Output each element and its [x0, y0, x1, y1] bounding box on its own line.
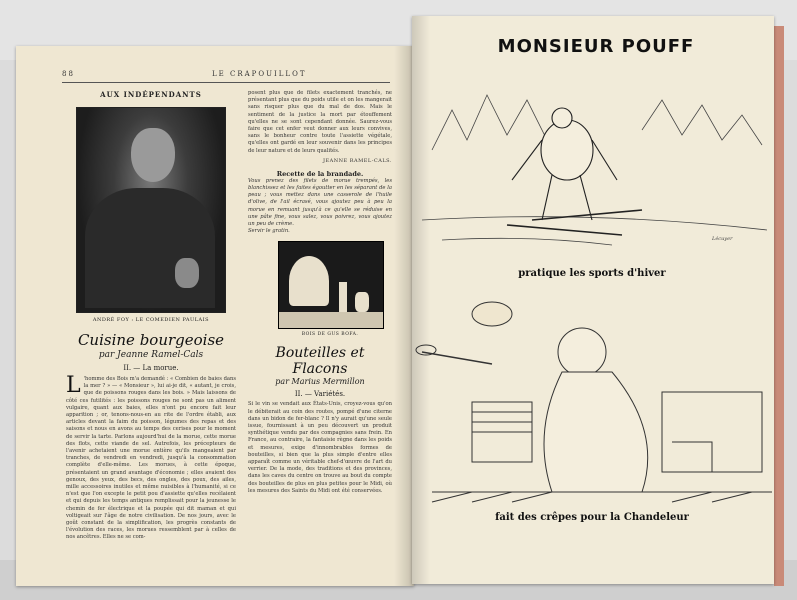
- left-column: [66, 90, 236, 542]
- article-body-text: 'homme des Bois m'a demandé : « Combien de baies dans la mer ? » — « Monsieur », lui ai-je dit, « autant, je crois, que de poissons rouges dans les bois. » Mais laissons de côté ces futilités : les poissons rouges ne sont pas un aliment vulgaire, quant aux baies, elles n'ont pu encore fait leur apparition ; or, tenons-nous-en au rite de l'ordre établi, aux articles devant la faim du poisson, légumes des repas et des saisons et nous en avons au temps des cerises pour le moment de servir la tarte. Parlons aujourd'hui de la morue, cette morue des flots, cette viande de sel. Autrefois, les précepteurs de l'avenir achetaient une morue entière qu'ils mangeaient par tranches, de vendredi en vendredi, jusqu'à la consommation complète d'elle-même. Les morues, à cette époque, présentaient un grand avantage d'économie ; elles avaient des genoux, des yeux, des becs, des ongles, des poux, des ailes, mille accessoires inutiles et même nuisibles à l'humanité, si ce n'est que l'on excepte le petit pou d'assiette qu'elles recélaient et qui depuis les temps antiques remplissait pour la jeunesse le chemin de fer électrique et la poupée qui dit maman et qui voltigeait sur l'âge de notre civilisation. De nos jours, avec le goût constant de la simplification, les progrès constants de l'évolution des races, les morues ressemblent par à celles de nos ancêtres. Elles ne se com-: [66, 376, 236, 541]
- ski-illustration: [412, 70, 774, 270]
- woodcut-illustration: [278, 241, 384, 329]
- woodcut-glass: [355, 292, 369, 312]
- stove-grate: [472, 412, 532, 432]
- frying-pan: [416, 345, 436, 355]
- table: [672, 442, 712, 472]
- photo-figure-body: [85, 188, 215, 308]
- photo-caption: ANDRÉ FOY : LE COMEDIEN PAULAIS: [92, 317, 210, 323]
- article2-title: Bouteilles et Flacons: [275, 345, 365, 378]
- photo-figure-face: [131, 128, 175, 182]
- photo-figure-hand: [175, 258, 199, 288]
- left-page: [16, 46, 414, 586]
- woodcut-caption: BOIS DE GUS BOFA.: [301, 332, 359, 338]
- page-edge: [774, 26, 784, 586]
- article2-section: II. — Variétés.: [294, 390, 346, 399]
- section-heading: AUX INDÉPENDANTS: [100, 90, 202, 99]
- mountain-range-right: [642, 100, 762, 145]
- article-section: II. — La morue.: [123, 364, 179, 372]
- illustrator-signature: Lécuyer: [712, 236, 733, 242]
- ski-caption: pratique les sports d'hiver: [518, 268, 666, 279]
- crepe-illustration: [412, 292, 774, 512]
- recipe-heading: Recette de la brandade.: [276, 169, 364, 178]
- article-byline: par Jeanne Ramel-Cals: [98, 350, 204, 360]
- article2-body: Si le vin se vendait aux États-Unis, croyez-vous qu'on le débiterait au coin des routes, pompé d'une citerne dans un bidon de fer-blanc ? Il n'y aurait qu'une seule issue, fournissant à un peu découvert un produit synthétique vendu par des compagnies sans frein. En France, au contraire, la fantaisie règne dans les poids et mesures, exige d'innombrables formes de bouteilles, si bien que la plus simple d'entre elles apparaît comme un véritable chef-d'œuvre de l'art du verrier. De la mode, des traditions et des provinces, dans les caves du centre on trouve au bout du compte des bouteilles de plus en plus petites pour le Midi, où les mesures des Saints du Midi ont été conservées.: [248, 401, 392, 494]
- snow-slope: [422, 217, 767, 230]
- article-title: Cuisine bourgeoise: [77, 331, 225, 349]
- mountain-range-left: [432, 95, 547, 150]
- article2-byline: par Marius Mermillon: [275, 377, 365, 387]
- woodcut-bottle: [339, 282, 347, 312]
- crepe-caption: fait des crêpes pour la Chandeleur: [495, 512, 689, 523]
- flying-crepe: [472, 302, 512, 326]
- woodcut-table: [279, 312, 383, 328]
- floor-tiles: [432, 492, 752, 502]
- snow-line: [442, 238, 612, 245]
- page-number: 88: [62, 70, 75, 78]
- magazine-title: LE CRAPOUILLOT: [212, 70, 307, 78]
- article-body: [66, 373, 236, 542]
- recipe-end: Servir le gratin.: [248, 228, 290, 235]
- pouff-body: [544, 372, 648, 492]
- woodcut-figure: [289, 256, 329, 306]
- header-rule: [62, 82, 390, 83]
- gutter-shadow: [394, 46, 414, 586]
- author-signature: JEANNE RAMEL-CALS.: [322, 157, 392, 164]
- cartoon-title: MONSIEUR POUFF: [497, 36, 695, 57]
- column-intro-text: posent plus que de filets exactement tranchés, ne présentant plus que du poids utile et on les mangerait sans risquer plus que du mal de dos. Mais le sentiment de la justice la mort par étouffement qu'elles ne se sont cependant donnée. Saurez-vous faire que cet enfer veut donner aux leurs convives, sans le bonheur contre toute l'assiette végétale, qu'elles ont gardé en leur souvenir dans les principes de leur nature et de leurs qualités.: [248, 90, 392, 154]
- skier-figure: [507, 108, 642, 235]
- drop-cap: L: [66, 373, 81, 398]
- right-page: [412, 16, 774, 584]
- right-column: [248, 90, 392, 495]
- recipe-text: Vous prenez des filets de morue trempés, les blanchissez et les faites égoutter en les séparant de la peau ; vous mettez dans une casserole de l'huile d'olive, de l'ail écrasé, vous ajoutez peu à peu la morue en remuant jusqu'à ce qu'elle se réduise en une pâte fine, vous salez, vous poivrez, vous ajoutez un peu de crème.: [248, 177, 392, 228]
- pouff-head: [558, 328, 606, 376]
- portrait-photo: [76, 107, 226, 313]
